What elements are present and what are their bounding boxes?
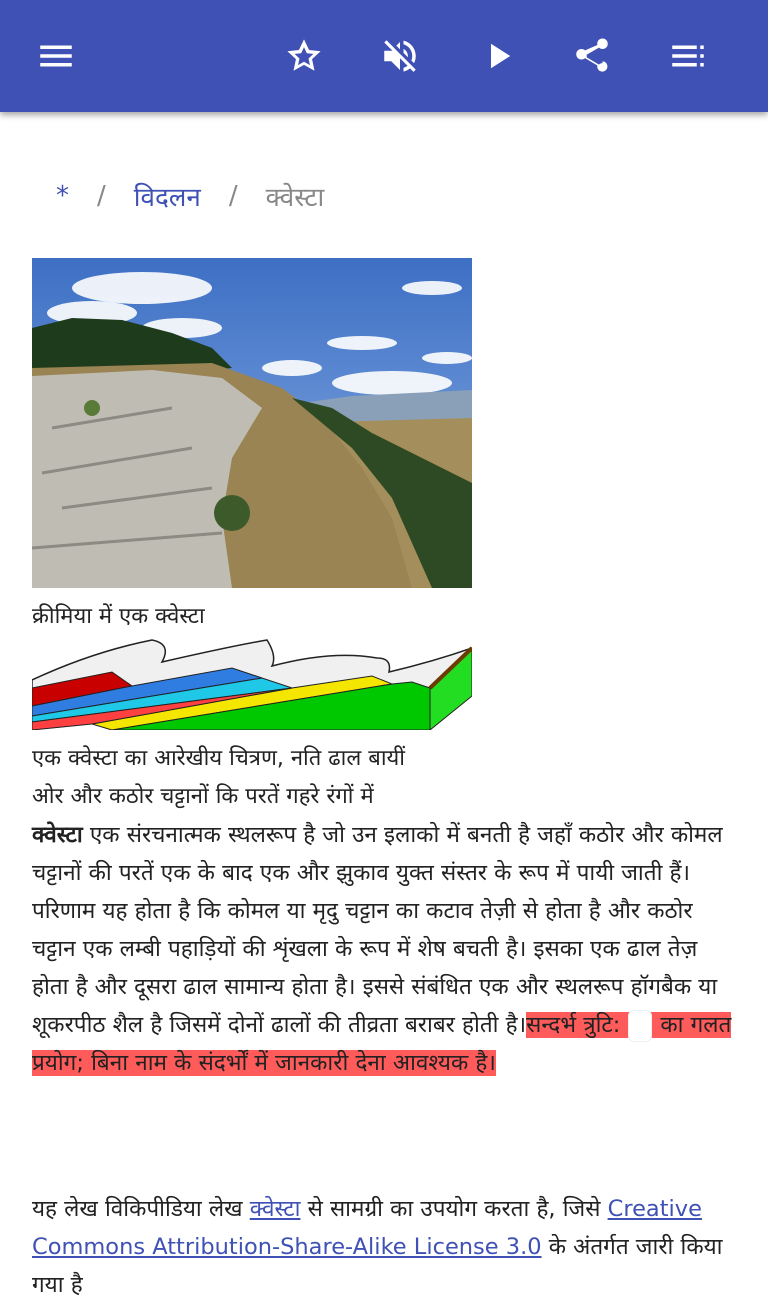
list-icon: [667, 35, 709, 77]
attribution: [32, 1190, 738, 1304]
article-term: क्वेस्टा: [32, 822, 83, 848]
bookmark-button[interactable]: [276, 28, 332, 84]
breadcrumb-current: क्वेस्टा: [265, 183, 325, 213]
share-icon: [571, 35, 613, 77]
play-button[interactable]: [470, 28, 526, 84]
article-text: एक संरचनात्मक स्थलरूप है जो उन इलाको में बनती है जहाँ कठोर और कोमल चट्टानों की परतें एक के बाद एक और झुकाव युक्त संस्तर के रूप में पायी जाती हैं। परिणाम यह होता है कि कोमल या मृदु चट्टान का कटाव तेज़ी से होता है और कठोर चट्टान एक लम्बी पहाड़ियों की शृंखला के रूप में शेष बचती है। इसका एक ढाल तेज़ होता है और दूसरा ढाल सामान्य होता है। इससे संबंधित एक और स्थलरूप हॉगबैक या शूकरपीठ शैल है जिसमें दोनों ढालों की तीव्रता बराबर होती है।: [32, 822, 723, 1038]
play-icon: [477, 35, 519, 77]
volume-off-icon: [379, 35, 421, 77]
citation-tag-chip: [628, 1010, 652, 1042]
citation-error-suffix: का गलत प्रयोग; बिना नाम के संदर्भों में जानकारी देना आवश्यक है।: [32, 1012, 732, 1076]
diagram-caption-line: एक क्वेस्टा का आरेखीय चित्रण, नति ढाल बायीं: [32, 746, 405, 771]
attribution-suffix: के अंतर्गत जारी किया गया है: [32, 1234, 723, 1298]
citation-error-prefix: सन्दर्भ त्रुटि:: [526, 1012, 621, 1038]
table-of-contents-button[interactable]: [660, 28, 716, 84]
mute-button[interactable]: [372, 28, 428, 84]
hamburger-menu-icon: [35, 35, 77, 77]
article-body: [32, 816, 738, 1082]
cuesta-photo[interactable]: [32, 258, 472, 588]
diagram-caption: [32, 740, 472, 816]
menu-button[interactable]: [28, 28, 84, 84]
diagram-caption-line: ओर और कठोर चट्टानों कि परतें गहरे रंगों में: [32, 784, 374, 809]
breadcrumb-separator: /: [228, 181, 238, 211]
attribution-prefix: यह लेख विकिपीडिया लेख: [32, 1196, 250, 1222]
share-button[interactable]: [564, 28, 620, 84]
license-link[interactable]: Creative Commons Attribution-Share-Alike License 3.0: [32, 1196, 702, 1260]
attribution-middle: से सामग्री का उपयोग करता है, जिसे: [300, 1196, 608, 1222]
star-outline-icon: [283, 35, 325, 77]
source-article-link[interactable]: क्वेस्टा: [249, 1196, 301, 1222]
breadcrumb-separator: /: [97, 181, 106, 211]
photo-caption: क्रीमिया में एक क्वेस्टा: [32, 604, 205, 629]
cuesta-diagram[interactable]: [32, 636, 472, 730]
app-bar: [0, 0, 768, 112]
breadcrumb-category[interactable]: विदलन: [133, 183, 201, 213]
breadcrumb-root[interactable]: *: [56, 181, 69, 211]
breadcrumb: [56, 178, 324, 214]
